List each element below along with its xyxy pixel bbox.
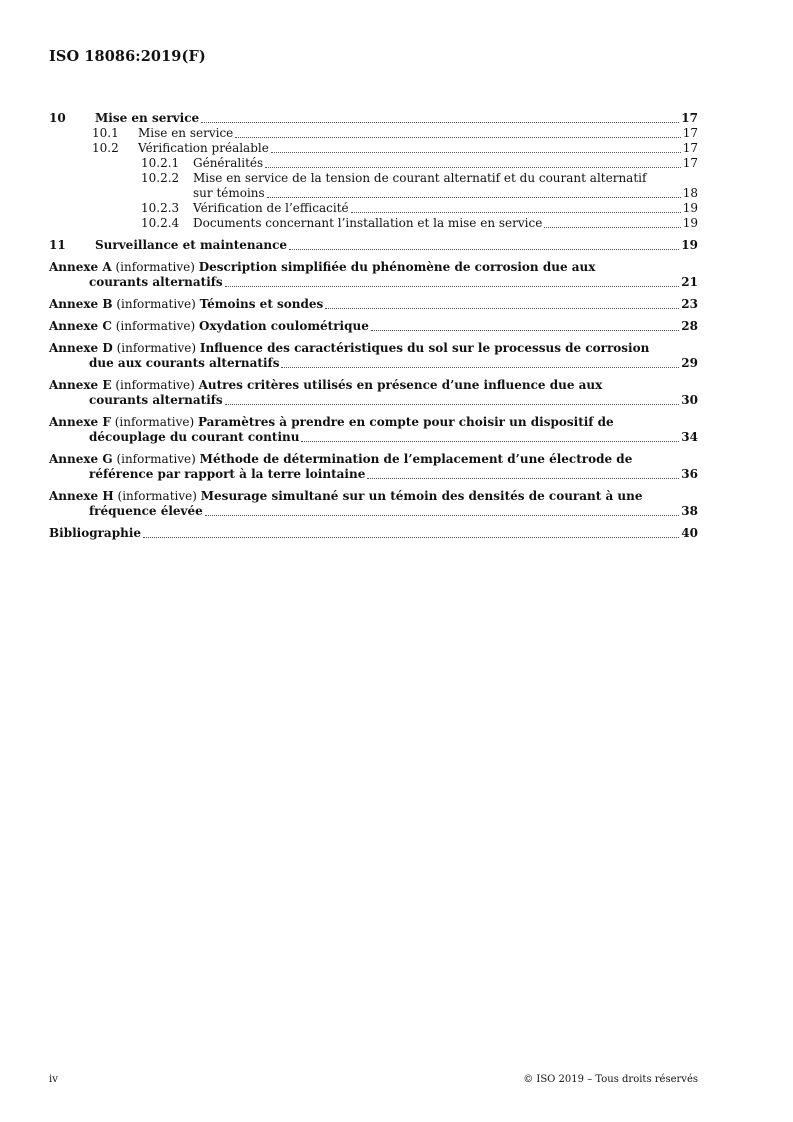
- leader-dots: [201, 122, 679, 123]
- annex-title-line1: Méthode de détermination de l’emplacement d’une électrode de: [199, 452, 633, 466]
- toc-page: 23: [681, 297, 698, 311]
- annex-title-line1: Influence des caractéristiques du sol sur le processus de corrosion: [199, 341, 650, 355]
- toc-page: 38: [681, 504, 698, 518]
- leader-dots: [205, 515, 680, 516]
- toc-number: 10.2.3: [141, 201, 180, 215]
- toc-page: 19: [682, 201, 698, 215]
- toc-title: Vérification préalable: [138, 141, 269, 155]
- leader-dots: [289, 249, 679, 250]
- leader-dots: [371, 330, 679, 331]
- toc-page: 40: [681, 526, 698, 540]
- toc-entry-annex-h[interactable]: [49, 489, 698, 519]
- toc-page: 19: [681, 238, 698, 252]
- leader-dots: [271, 152, 681, 153]
- leader-dots: [367, 478, 679, 479]
- annex-title-line2: courants alternatifs: [89, 275, 223, 289]
- annex-kind: (informative): [115, 260, 195, 274]
- toc-entry-annex-a[interactable]: [49, 260, 698, 290]
- toc-number: 10.2.1: [141, 156, 180, 170]
- annex-kind: (informative): [114, 415, 195, 429]
- toc-page: 17: [682, 141, 698, 155]
- copyright-notice: © ISO 2019 – Tous droits réservés: [523, 1074, 698, 1085]
- toc-page: 28: [681, 319, 698, 333]
- toc-title: Bibliographie: [49, 526, 142, 540]
- annex-title-line2: référence par rapport à la terre lointaine: [89, 467, 366, 481]
- leader-dots: [325, 308, 679, 309]
- toc-entry-10-2-3[interactable]: [49, 201, 698, 216]
- toc-entry-10[interactable]: [49, 111, 698, 126]
- toc-page: 29: [681, 356, 698, 370]
- leader-dots: [235, 137, 680, 138]
- toc-entry-10-2-1[interactable]: [49, 156, 698, 171]
- leader-dots: [301, 441, 679, 442]
- annex-label: Annexe G: [49, 452, 113, 466]
- toc-title-line1: Mise en service de la tension de courant alternatif et du courant alternatif: [193, 171, 647, 185]
- toc-page: 17: [681, 111, 698, 125]
- toc-entry-annex-e[interactable]: [49, 378, 698, 408]
- toc-number: 10.1: [92, 126, 119, 140]
- toc-page: 17: [682, 156, 698, 170]
- toc-page: 30: [681, 393, 698, 407]
- annex-title-line1: Description simplifiée du phénomène de corrosion due aux: [198, 260, 596, 274]
- annex-kind: (informative): [117, 489, 197, 503]
- annex-label: Annexe H: [49, 489, 114, 503]
- toc-entry-10-2-2[interactable]: [49, 171, 698, 201]
- toc-number: 10: [49, 111, 66, 125]
- annex-title: Témoins et sondes: [199, 297, 324, 311]
- toc-page: 34: [681, 430, 698, 444]
- toc-title-line2: sur témoins: [193, 186, 265, 200]
- toc-page: 21: [681, 275, 698, 289]
- toc-number: 10.2.4: [141, 216, 180, 230]
- annex-kind: (informative): [116, 297, 196, 311]
- toc-entry-annex-b[interactable]: [49, 297, 698, 312]
- toc-page: 17: [682, 126, 698, 140]
- toc-entry-annex-c[interactable]: [49, 319, 698, 334]
- toc-page: 36: [681, 467, 698, 481]
- toc-page: 19: [682, 216, 698, 230]
- annex-label: Annexe D: [49, 341, 113, 355]
- toc-entry-11[interactable]: [49, 238, 698, 253]
- annex-label: Annexe A: [49, 260, 112, 274]
- toc-number: 10.2: [92, 141, 119, 155]
- toc-title: Généralités: [193, 156, 264, 170]
- leader-dots: [281, 367, 679, 368]
- toc-title: Surveillance et maintenance: [95, 238, 288, 252]
- toc-entry-bibliography[interactable]: [49, 526, 698, 541]
- toc-number: 10.2.2: [141, 171, 180, 185]
- leader-dots: [267, 197, 681, 198]
- annex-label: Annexe F: [49, 415, 111, 429]
- annex-title-line1: Mesurage simultané sur un témoin des densités de courant à une: [200, 489, 643, 503]
- annex-label: Annexe E: [49, 378, 112, 392]
- annex-title-line2: découplage du courant continu: [89, 430, 300, 444]
- annex-title-line1: Paramètres à prendre en compte pour choisir un dispositif de: [197, 415, 614, 429]
- leader-dots: [225, 286, 680, 287]
- annex-title-line1: Autres critères utilisés en présence d’une influence due aux: [198, 378, 603, 392]
- annex-title-line2: due aux courants alternatifs: [89, 356, 280, 370]
- annex-kind: (informative): [115, 378, 195, 392]
- annex-label: Annexe C: [49, 319, 112, 333]
- annex-title-line2: fréquence élevée: [89, 504, 203, 518]
- annex-kind: (informative): [116, 341, 197, 355]
- page-number: iv: [49, 1074, 58, 1085]
- leader-dots: [265, 167, 681, 168]
- annex-kind: (informative): [115, 319, 196, 333]
- leader-dots: [225, 404, 680, 405]
- leader-dots: [351, 212, 681, 213]
- toc-entry-10-2[interactable]: [49, 141, 698, 156]
- annex-title: Oxydation coulométrique: [198, 319, 369, 333]
- annex-label: Annexe B: [49, 297, 113, 311]
- toc-title: Vérification de l’efficacité: [193, 201, 349, 215]
- table-of-contents: [49, 111, 698, 541]
- toc-entry-annex-g[interactable]: [49, 452, 698, 482]
- toc-entry-annex-d[interactable]: [49, 341, 698, 371]
- toc-entry-annex-f[interactable]: [49, 415, 698, 445]
- toc-page: 18: [682, 186, 698, 200]
- toc-entry-10-1[interactable]: [49, 126, 698, 141]
- document-id-header: ISO 18086:2019(F): [49, 48, 206, 65]
- toc-entry-10-2-4[interactable]: [49, 216, 698, 231]
- toc-number: 11: [49, 238, 66, 252]
- annex-title-line2: courants alternatifs: [89, 393, 223, 407]
- toc-title: Documents concernant l’installation et la mise en service: [193, 216, 543, 230]
- leader-dots: [143, 537, 679, 538]
- leader-dots: [544, 227, 680, 228]
- toc-title: Mise en service: [138, 126, 234, 140]
- toc-title: Mise en service: [95, 111, 200, 125]
- annex-kind: (informative): [116, 452, 196, 466]
